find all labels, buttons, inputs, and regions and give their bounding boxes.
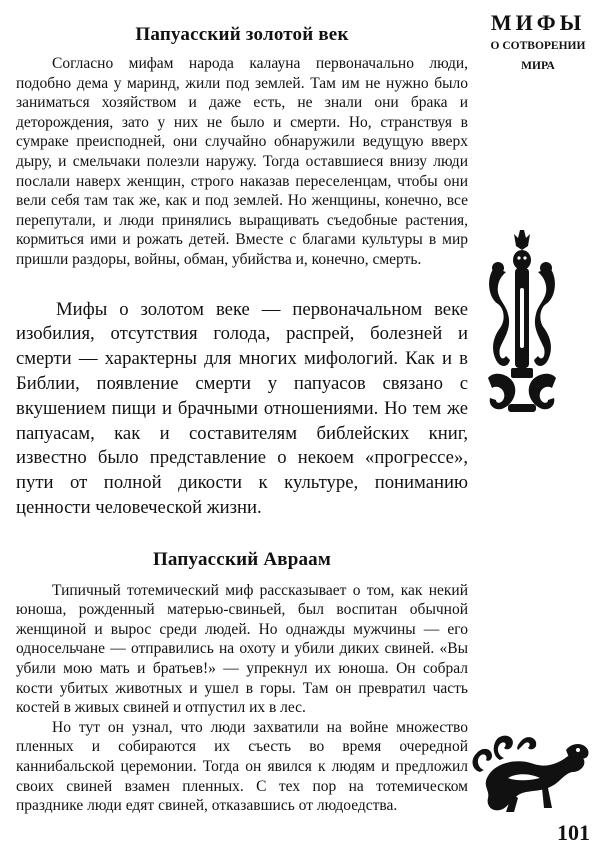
main-column: [16, 10, 468, 816]
totem-ornament-icon: [484, 228, 560, 418]
section-title-golden-age: Папуасский золотой век: [135, 24, 349, 45]
running-header-subtitle-2: МИРА: [521, 60, 555, 72]
dragon-ornament-icon: [468, 728, 592, 814]
myth-paragraph-golden-age: Согласно мифам народа калауна первоначально люди, подобно дема у маринд, жили под землей. Там им не нужно было заниматься хозяйством и даже есть, не знали они брака и деторождения, зато у них не было и смерти. Но, странствуя в сумраке преисподней, они случайно обнаружили ведущую вверх дыру, и смельчаки полезли наружу. Тогда оставшиеся внизу люди послали наверх женщин, строго наказав переселенцам, чтобы они вели себя там так же, как и под землей. Но женщины, конечно, все перепутали, и люди принялись выращивать съедобные растения, кормиться ими и рожать детей. Вместе с благами культуры в мир пришли раздоры, войны, обман, убийства и, конечно, смерть.: [16, 55, 468, 268]
running-header-title: МИФЫ: [490, 10, 586, 35]
section-title-abraham: Папуасский Авраам: [152, 548, 332, 570]
commentary-paragraph-golden-age: Мифы о золотом веке — первоначальном веке изобилия, отсутствия голода, распрей, болезней и смерти — характерны для многих мифологий. Как и в Библии, появление смерти у папуасов связано с вкушением пищи и брачными отношениями. Но тем же папуасам, как и составителям библейских книг, известно было представление о некоем «прогрессе», пути от полной дикости к культуре, пониманию ценности человеческой жизни.: [16, 298, 468, 518]
myth-paragraph-abraham-2: Но тут он узнал, что люди захватили на войне множество пленных и собираются их съесть во время очередной каннибальской церемонии. Тогда он явился к людям и предложил своих свиней взамен пленных. С тех пор на тотемическом празднике люди едят свиней, отказавшись от людоедства.: [16, 718, 468, 815]
running-header-subtitle-1: О СОТВОРЕНИИ: [490, 40, 586, 52]
myth-paragraph-abraham-1: Типичный тотемический миф рассказывает о том, как некий юноша, рожденный матерью-свиньей, был воспитан обычной женщиной и вырос среди людей. Но однажды мужчины — его односельчане — отправились на охоту и убили диких свиней. «Вы убили мою мать и братьев!» — упрекнул их юноша. Он собрал кости убитых животных и ушел в горы. Там он превратил часть костей в живых свиней и отпустил их в лес.: [16, 581, 468, 717]
page-number: 101: [557, 820, 590, 845]
running-header: [486, 10, 590, 76]
